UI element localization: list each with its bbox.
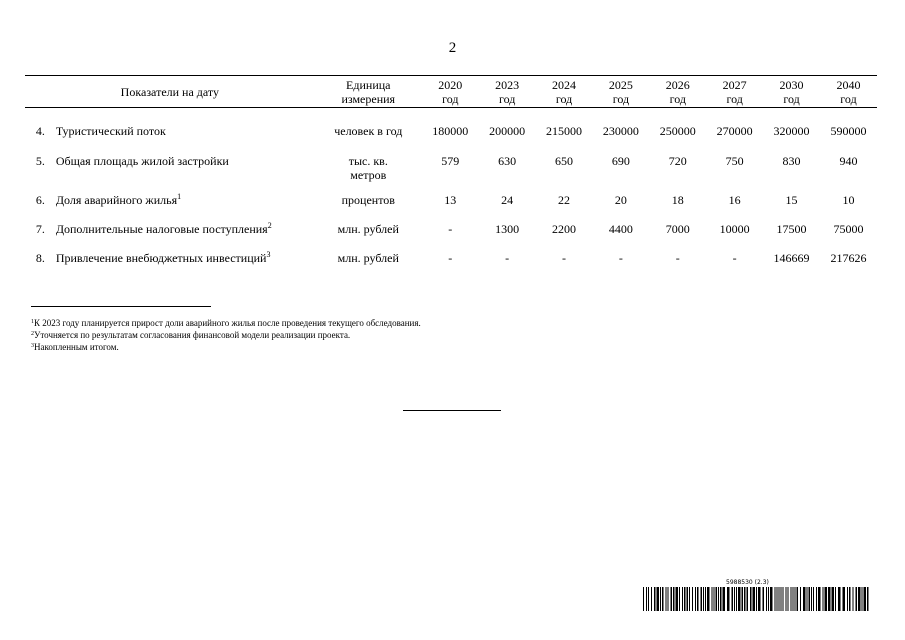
row-value: 579 [441, 154, 460, 168]
barcode-bar [676, 587, 679, 611]
barcode-bar [738, 587, 741, 611]
barcode-bar [689, 587, 690, 611]
row-value: 320000 [773, 124, 810, 138]
barcode-bar [673, 587, 675, 611]
row-number: 6. [35, 193, 45, 207]
row-value: 750 [725, 154, 744, 168]
row-value: 230000 [602, 124, 639, 138]
row-value: 250000 [659, 124, 696, 138]
header-unit [315, 76, 422, 108]
barcode-bar [732, 587, 734, 611]
barcode-bar [783, 587, 784, 611]
barcode-bar [643, 587, 644, 611]
barcode-bar [727, 587, 730, 611]
row-indicator-name [56, 154, 315, 182]
footnote-3 [31, 341, 421, 353]
barcode-bar [701, 587, 703, 611]
header-year-label: 2027 [722, 78, 747, 92]
row-indicator-text: Привлечение внебюджетных инвестиций [55, 251, 267, 265]
row-value: 650 [555, 154, 574, 168]
row-unit-line1: тыс. кв. [348, 154, 388, 168]
row-value: 630 [498, 154, 517, 168]
barcode-bar [723, 587, 726, 611]
barcode-bar [777, 587, 778, 611]
header-unit-line1: Единица [346, 78, 391, 92]
header-year-label: 2024 [552, 78, 577, 92]
barcode-bar [750, 587, 752, 611]
barcode-bar [843, 587, 846, 611]
row-indicator-name [56, 222, 315, 236]
barcode-bar [646, 587, 647, 611]
barcode-bar [788, 587, 789, 611]
header-year-suffix: год [669, 92, 686, 106]
barcode-bar [697, 587, 699, 611]
header-year-label: 2023 [495, 78, 520, 92]
header-year-suffix: год [442, 92, 459, 106]
footnote-2 [31, 329, 421, 341]
barcode-bar [856, 587, 858, 611]
barcode-bar [823, 587, 824, 611]
barcode-bar [684, 587, 686, 611]
barcode-bar [692, 587, 693, 611]
row-value: - [562, 251, 567, 265]
row-value: 830 [782, 154, 801, 168]
barcode-bar [736, 587, 737, 611]
footnote-text: Уточняется по результатам согласования финансовой модели реализации проекта. [34, 330, 351, 340]
barcode-bar [813, 587, 814, 611]
barcode-bar [668, 587, 669, 611]
barcode-bar [791, 587, 792, 611]
row-value: 270000 [716, 124, 753, 138]
barcode-number: 5988530 (2.3) [726, 579, 769, 586]
row-value: 22 [558, 193, 571, 207]
table-row [25, 251, 877, 265]
row-number: 7. [35, 222, 45, 236]
barcode-bar [867, 587, 869, 611]
footnotes [31, 317, 421, 353]
barcode-bar [662, 587, 664, 611]
barcode-bar [718, 587, 719, 611]
footnote-ref: 3 [266, 250, 271, 259]
barcode-bar [703, 587, 704, 611]
row-value: 15 [785, 193, 798, 207]
table-row [25, 154, 877, 182]
barcode-bar [712, 587, 713, 611]
barcode-bar [707, 587, 710, 611]
end-of-document-line [403, 410, 501, 411]
header-year-6 [763, 76, 820, 108]
barcode-bar [807, 587, 808, 611]
row-indicator-text: Общая площадь жилой застройки [55, 154, 229, 168]
table-header-row [25, 76, 877, 108]
row-number: 8. [35, 251, 45, 265]
barcode-bar [818, 587, 821, 611]
barcode-bar [770, 587, 773, 611]
header-year-suffix: год [612, 92, 630, 106]
row-unit: человек в год [334, 124, 403, 138]
header-year-7 [820, 76, 877, 108]
barcode-bar [811, 587, 812, 611]
barcode-bar [809, 587, 811, 611]
barcode-bar [864, 587, 867, 611]
barcode-bar [779, 587, 780, 611]
barcode-bar [648, 587, 649, 611]
row-value: 2200 [552, 222, 577, 236]
row-value: - [505, 251, 510, 265]
row-unit: процентов [341, 193, 395, 207]
table-row [25, 222, 877, 236]
barcode-bar [816, 587, 817, 611]
row-number: 5. [35, 154, 45, 168]
barcode-bar [742, 587, 744, 611]
barcode-bar [781, 587, 782, 611]
row-value: 18 [671, 193, 684, 207]
row-unit: млн. рублей [337, 222, 399, 236]
footnote-text: К 2023 году планируется прирост доли аварийного жилья после проведения текущего обследования. [34, 318, 421, 328]
barcode-bar [768, 587, 769, 611]
row-indicator-name [56, 251, 315, 265]
barcode-bar [853, 587, 854, 611]
barcode-bar [795, 587, 796, 611]
header-year-label: 2025 [608, 78, 633, 92]
footnote-mark: 2 [31, 331, 34, 337]
barcode-bar [803, 587, 806, 611]
barcode-bar [671, 587, 673, 611]
row-unit: млн. рублей [337, 251, 399, 265]
row-value: 215000 [546, 124, 583, 138]
table-row [25, 124, 877, 138]
barcode-bar [654, 587, 656, 611]
footnote-separator [31, 306, 211, 307]
barcode-bar [858, 587, 861, 611]
barcode-bar [660, 587, 661, 611]
row-value: 200000 [489, 124, 526, 138]
header-year-label: 2026 [665, 78, 690, 92]
footnote-mark: 3 [31, 343, 34, 349]
row-value: 7000 [665, 222, 690, 236]
barcode-bar [847, 587, 848, 611]
header-year-label: 2030 [779, 78, 804, 92]
barcode-bar [838, 587, 841, 611]
barcode-bar [734, 587, 735, 611]
header-year-1 [479, 76, 536, 108]
row-unit [315, 154, 422, 182]
header-year-suffix: год [555, 92, 573, 106]
row-value: 720 [668, 154, 687, 168]
row-number: 4. [35, 124, 45, 138]
header-year-suffix: год [498, 92, 516, 106]
footnote-text: Накопленным итогом. [34, 342, 119, 352]
header-year-3 [592, 76, 649, 108]
row-value: 590000 [830, 124, 867, 138]
barcode-bar [828, 587, 831, 611]
row-value: - [448, 222, 453, 236]
header-unit-line2: измерения [341, 92, 396, 106]
barcode-bar [766, 587, 767, 611]
row-value: - [732, 251, 737, 265]
row-value: 24 [501, 193, 514, 207]
barcode-bar [849, 587, 851, 611]
barcode-bar [682, 587, 683, 611]
page-number: 2 [448, 40, 457, 56]
row-value: 217626 [830, 251, 867, 265]
row-value: 20 [614, 193, 627, 207]
header-year-suffix: год [840, 92, 857, 106]
header-year-2 [536, 76, 593, 108]
barcode-bar [756, 587, 757, 611]
header-year-0 [422, 76, 479, 108]
table-row [25, 193, 877, 207]
row-value: 146669 [773, 251, 810, 265]
row-value: 940 [839, 154, 858, 168]
barcode-bar [716, 587, 718, 611]
footnote-1 [31, 317, 421, 329]
row-indicator-text: Доля аварийного жилья [55, 193, 178, 207]
row-value: - [448, 251, 453, 265]
row-indicator-name [56, 124, 315, 138]
row-indicator-text: Дополнительные налоговые поступления [55, 222, 268, 236]
header-year-suffix: год [726, 92, 743, 106]
header-year-label: 2040 [836, 78, 861, 92]
barcode-bar [763, 587, 765, 611]
barcode-bar [666, 587, 667, 611]
barcode-bar [720, 587, 722, 611]
footnote-mark: 1 [31, 319, 34, 325]
row-value: 16 [728, 193, 741, 207]
row-value: 75000 [833, 222, 864, 236]
barcode-bar [797, 587, 799, 611]
barcode-bar [786, 587, 787, 611]
row-indicator-text: Туристический поток [55, 124, 166, 138]
row-value: 10 [842, 193, 855, 207]
barcode-bar [747, 587, 749, 611]
barcode-bar [714, 587, 715, 611]
row-value: 180000 [432, 124, 469, 138]
barcode-bar [687, 587, 689, 611]
indicators-table [25, 75, 877, 265]
barcode-bar [651, 587, 652, 611]
header-year-4 [649, 76, 706, 108]
barcode-bar [744, 587, 746, 611]
row-value: - [675, 251, 680, 265]
row-value: - [618, 251, 623, 265]
header-indicator: Показатели на дату [25, 76, 315, 108]
row-value: 1300 [495, 222, 520, 236]
barcode-bar [758, 587, 761, 611]
barcode-bar [793, 587, 794, 611]
row-unit-line2: метров [350, 168, 387, 182]
barcode-bar [695, 587, 696, 611]
row-value: 4400 [608, 222, 633, 236]
barcode-bar [753, 587, 756, 611]
row-indicator-name [56, 193, 315, 207]
footnote-ref: 1 [177, 192, 182, 201]
barcode-bar [775, 587, 776, 611]
barcode-bar [679, 587, 680, 611]
barcode-bar [832, 587, 835, 611]
footnote-ref: 2 [267, 221, 272, 230]
barcode-bar [800, 587, 801, 611]
header-year-label: 2020 [438, 78, 463, 92]
barcode-bar [657, 587, 660, 611]
barcode-bar [835, 587, 836, 611]
header-year-suffix: год [783, 92, 800, 106]
barcode-bar [862, 587, 863, 611]
header-year-5 [706, 76, 763, 108]
row-value: 10000 [719, 222, 750, 236]
row-value: 690 [611, 154, 630, 168]
row-value: 17500 [776, 222, 807, 236]
barcode-bar [825, 587, 828, 611]
row-value: 13 [444, 193, 457, 207]
barcode-bar [705, 587, 706, 611]
barcode-image [643, 587, 869, 611]
